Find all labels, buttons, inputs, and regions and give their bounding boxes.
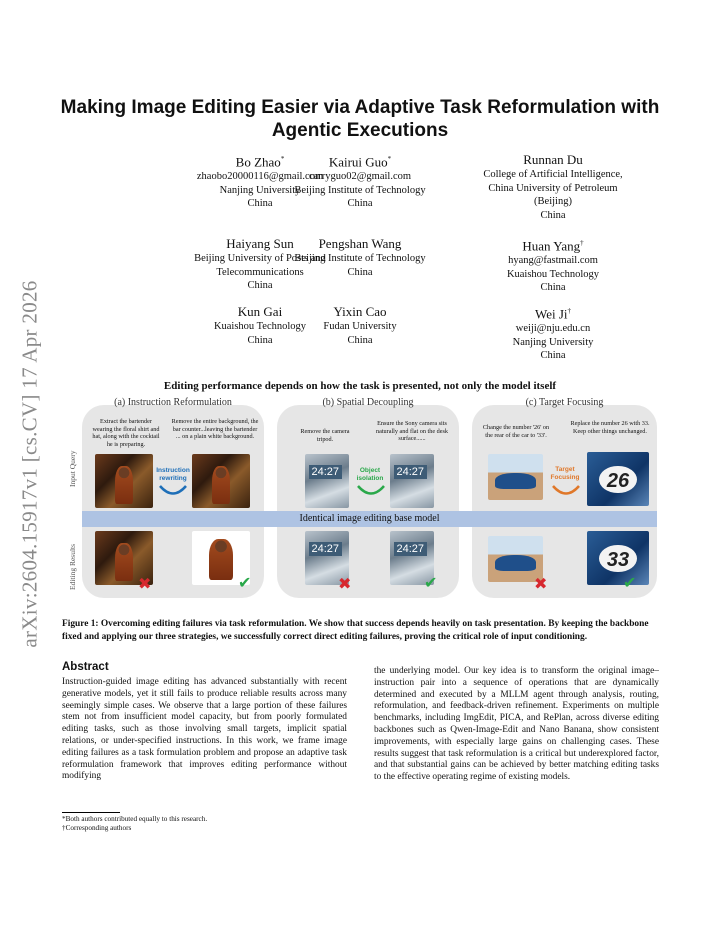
row-label-input-query: Input Query	[68, 450, 77, 487]
author-name: Kairui Guo*	[328, 154, 392, 170]
author-affiliation-line: College of Artificial Intelligence,	[483, 169, 623, 180]
author-affiliation-line: Beijing Institute of Technology	[294, 253, 426, 264]
query-text: Replace the number 26 with 33. Keep other things unchanged.	[570, 420, 650, 435]
author-affiliation-line: Beijing Institute of Technology	[294, 184, 426, 196]
figure-headline: Editing performance depends on how the task is presented, not only the model itself	[163, 380, 557, 392]
author-name: Runnan Du	[523, 152, 583, 167]
author-affiliation-line: weiji@nju.edu.cn	[515, 323, 591, 335]
panel-title-b: (b) Spatial Decoupling	[322, 397, 414, 408]
query-text: Remove the entire background, the bar counter...leaving the bartender ... on a plain white background.	[171, 418, 259, 440]
author-affiliation-line: China	[540, 209, 566, 221]
arrow-label: Instruction rewriting	[156, 467, 190, 482]
arxiv-stamp: arXiv:2604.15917v1 [cs.CV] 17 Apr 2026	[17, 280, 42, 648]
author-mark: *	[387, 155, 392, 163]
author-affiliation-line: Nanjing University	[512, 336, 594, 348]
row-label-editing-results: Editing Results	[68, 543, 77, 590]
panel-title-a: (a) Instruction Reformulation	[114, 397, 232, 408]
author-name: Yixin Cao	[333, 304, 387, 319]
author-affiliation-line: Telecommunications	[216, 266, 304, 278]
success-check-icon: ✔	[238, 573, 252, 592]
author-affiliation-line: Beijing University of Posts and	[194, 253, 326, 264]
success-check-icon: ✔	[424, 573, 438, 592]
author-name: Wei Ji†	[534, 306, 572, 322]
abstract-left-column: Instruction-guided image editing has advanced substantially with recent generative models, yet it still fails to produce reliable results across many seemingly simple cases. We observe that a large portion of these failures stem not from insufficient model capacity, but from poorly formulated editing tasks, such as those involving small targets, implicit spatial relations, or under-specified instructions. In this work, we frame image editing failures as a task formulation problem and propose an adaptive task reformulation framework that improves editing performance without modifying	[62, 677, 347, 782]
author-affiliation-line: China	[347, 198, 373, 210]
query-text: Extract the bartender wearing the floral shirt and hat, along with the cocktail he is preparing.	[92, 418, 160, 448]
author-mark: †	[580, 239, 584, 247]
camera-image	[305, 454, 349, 508]
author-affiliation-line: (Beijing)	[534, 196, 572, 207]
car-number-image: 26	[587, 452, 649, 506]
base-model-bar: Identical image editing base model	[82, 511, 657, 527]
author-affiliation-line: Kuaishou Technology	[506, 268, 600, 280]
author-affiliation-line: China	[247, 334, 273, 346]
author-affiliation-line: zhaobo20000116@gmail.com	[196, 171, 324, 183]
author-affiliation-line: China	[540, 350, 566, 362]
author-entry	[260, 152, 460, 211]
author-name: Haiyang Sun	[226, 236, 294, 251]
arrow-label: Object isolation	[356, 467, 384, 482]
figure-caption: Figure 1: Overcoming editing failures via task reformulation. We show that success depends heavily on task presentation. By keeping the backbone fixed and applying our three strategies, we successfully correct direct editing failures, proving the critical role of input conditioning.	[62, 619, 649, 642]
author-affiliation-line: China	[347, 334, 373, 346]
bartender-image	[95, 454, 153, 508]
fail-x-icon: ✖	[138, 574, 152, 593]
car-image	[488, 454, 543, 500]
footnote-rule	[62, 812, 120, 813]
author-affiliation-line: China	[347, 266, 373, 278]
fail-x-icon: ✖	[338, 574, 352, 593]
author-affiliation-line: Fudan University	[323, 321, 397, 332]
author-mark: †	[567, 307, 572, 315]
author-affiliation-line: China	[247, 280, 273, 291]
author-name: Kun Gai	[237, 304, 283, 319]
abstract-right-column: the underlying model. Our key idea is to transform the original image–instruction pair into a sequence of operations that are dynamically determined and executed by a MLLM agent through analysis, routing, reformulation, and feedback-driven refinement. Experiments on multiple benchmarks, including ImgEdit, PICA, and RePlan, across diverse editing backbones such as Qwen-Image-Edit and Nano Banana, show consistent improvements, with especially large gains on challenging cases. These results suggest that task reformulation is a critical but underexplored factor, and that substantial gains can be achieved by better matching editing tasks to the effective operating regime of existing models.	[374, 666, 659, 783]
reformulation-arrow-icon	[551, 483, 581, 497]
author-entry	[453, 152, 653, 222]
author-affiliation-line: Kuaishou Technology	[213, 321, 307, 332]
reformulation-arrow-icon	[158, 483, 188, 497]
author-affiliation-line: China University of Petroleum	[488, 182, 618, 194]
author-affiliation-line: China	[540, 282, 566, 294]
arrow-label: Target Focusing	[550, 466, 580, 481]
author-entry	[260, 236, 460, 279]
panel-title-c: (c) Target Focusing	[525, 397, 604, 408]
query-text: Remove the camera tripod.	[300, 428, 350, 443]
author-affiliation-line: China	[247, 198, 273, 210]
author-entry	[453, 236, 653, 295]
author-affiliation-line: hyang@fastmail.com	[508, 255, 598, 267]
query-text: Ensure the Sony camera sits naturally and flat on the desk surface......	[376, 420, 448, 442]
author-mark: *	[280, 155, 285, 163]
camera-image	[390, 454, 434, 508]
paper-title: Making Image Editing Easier via Adaptive Task Reformulation with Agentic Executions	[60, 97, 660, 141]
author-name: Bo Zhao*	[235, 154, 285, 170]
bartender-image	[192, 454, 250, 508]
success-check-icon: ✔	[623, 573, 637, 592]
author-entry	[453, 304, 653, 363]
author-entry	[260, 304, 460, 347]
fail-x-icon: ✖	[534, 574, 548, 593]
author-affiliation-line: Nanjing University	[219, 184, 301, 196]
author-affiliation-line: carryguo02@gmail.com	[308, 171, 412, 183]
abstract-heading: Abstract	[62, 661, 109, 673]
result-image-success: 33	[587, 531, 649, 585]
reformulation-arrow-icon	[356, 483, 386, 497]
query-text: Change the number '26' on the rear of the car to '33'.	[482, 424, 550, 439]
footnote-corresponding: †Corresponding authors	[62, 824, 132, 832]
author-name: Pengshan Wang	[318, 236, 402, 251]
author-name: Huan Yang†	[522, 238, 584, 254]
footnote-equal-contribution: *Both authors contributed equally to this research.	[62, 815, 208, 823]
